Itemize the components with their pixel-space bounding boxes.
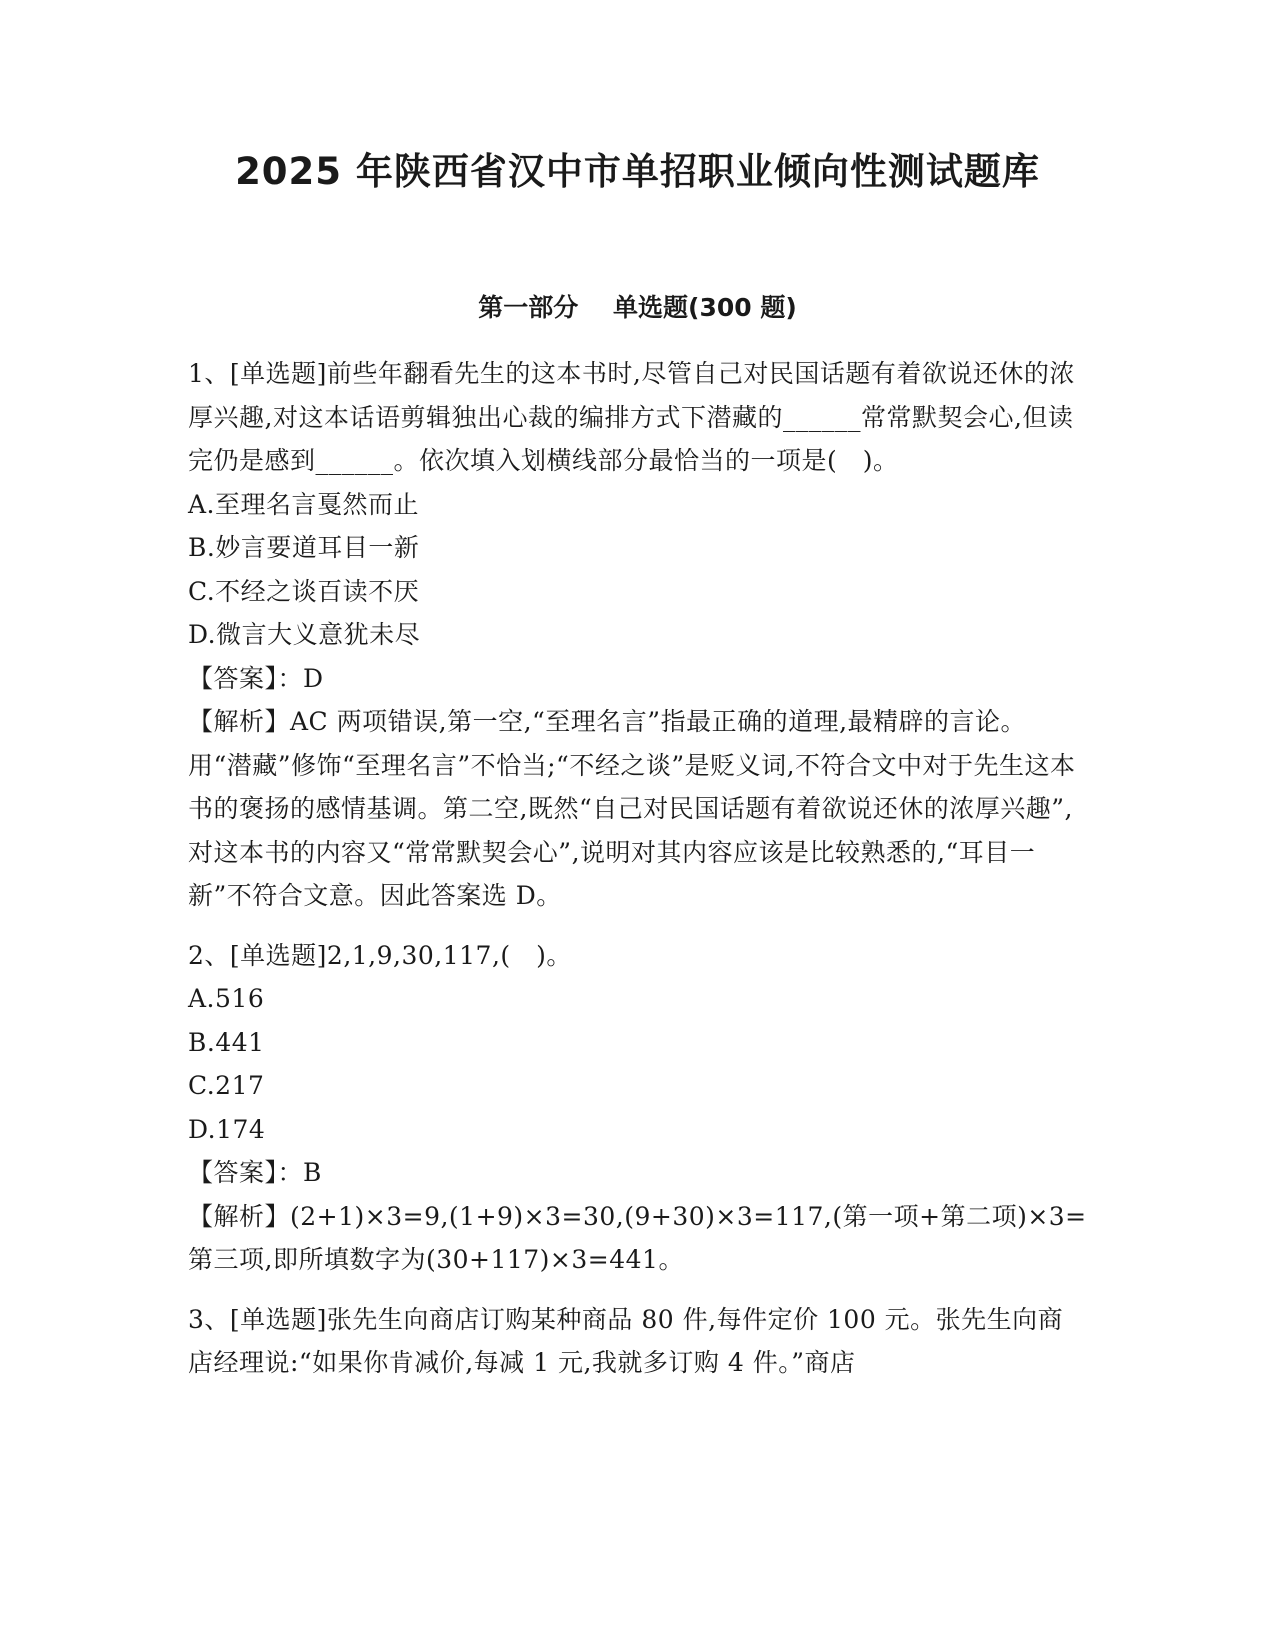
question-3: [188, 1298, 1088, 1385]
question-2: [188, 934, 1088, 1282]
analysis-paragraph: 【解析】(2+1)×3=9,(1+9)×3=30,(9+30)×3=117,(第一项+第二项)×3=第三项,即所填数字为(30+117)×3=441。: [188, 1201, 1087, 1274]
question-stem: 2、[单选题]2,1,9,30,117,( )。: [188, 940, 572, 970]
section-title: 第一部分 单选题(300 题): [478, 293, 797, 322]
option-d: D.微言大义意犹未尽: [188, 620, 421, 649]
answer-line: 【答案】：D: [188, 663, 324, 693]
question-stem: 1、[单选题]前些年翻看先生的这本书时,尽管自己对民国话题有着欲说还休的浓厚兴趣,对这本话语剪辑独出心裁的编排方式下潜藏的______常常默契会心,但读完仍是感到______。依次填入划横线部分最恰当的一项是( )。: [188, 359, 1075, 475]
option-b: B.441: [188, 1027, 265, 1057]
analysis-paragraph: 【解析】AC 两项错误,第一空,“至理名言”指最正确的道理,最精辟的言论。用“潜藏”修饰“至理名言”不恰当;“不经之谈”是贬义词,不符合文中对于先生这本书的褒扬的感情基调。第二空,既然“自己对民国话题有着欲说还休的浓厚兴趣”,对这本书的内容又“常常默契会心”,说明对其内容应该是比较熟悉的,“耳目一新”不符合文意。因此答案选 D。: [188, 707, 1076, 910]
option-c: C.不经之谈百读不厌: [188, 576, 420, 606]
answer-line: 【答案】：B: [188, 1158, 322, 1187]
question-list: [188, 352, 1088, 1401]
question-1: [188, 352, 1088, 918]
document-title: 2025 年陕西省汉中市单招职业倾向性测试题库: [235, 150, 1040, 193]
option-a: A.至理名言戛然而止: [188, 489, 420, 519]
option-a: A.516: [188, 984, 265, 1013]
question-stem: 3、[单选题]张先生向商店订购某种商品 80 件,每件定价 100 元。张先生向商店经理说:“如果你肯减价,每减 1 元,我就多订购 4 件。”商店: [188, 1304, 1064, 1377]
option-d: D.174: [188, 1114, 266, 1144]
option-c: C.217: [188, 1071, 265, 1100]
option-b: B.妙言要道耳目一新: [188, 533, 420, 562]
